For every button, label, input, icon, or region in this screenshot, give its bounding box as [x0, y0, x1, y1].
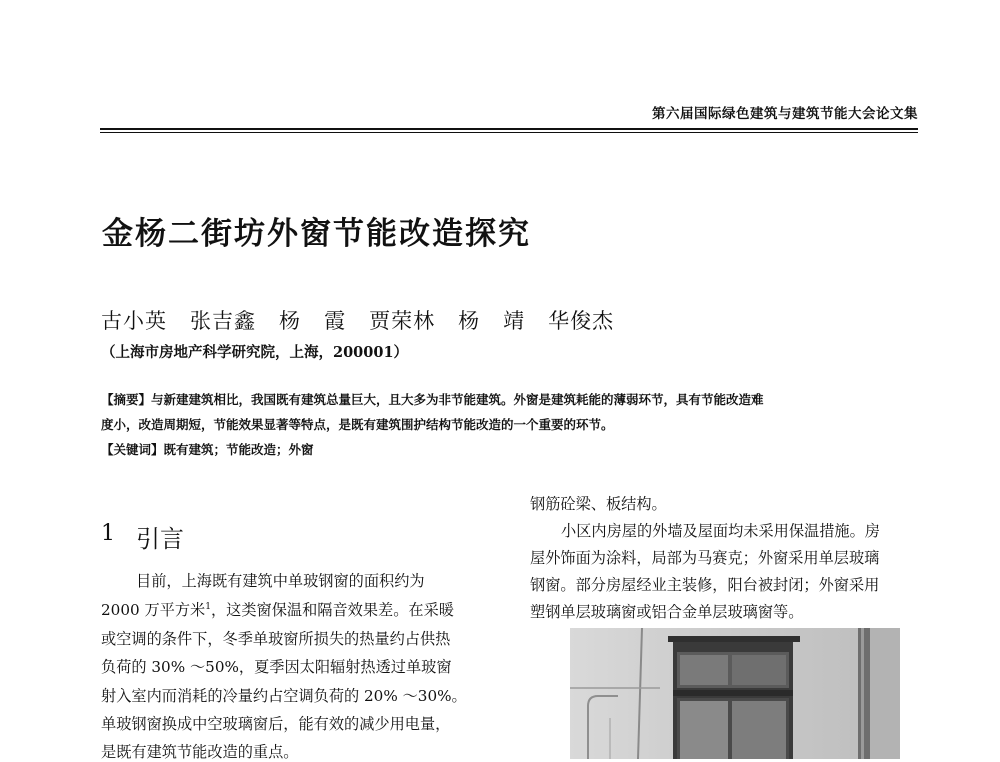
section-title: 引言	[136, 525, 184, 553]
abstract-line-1	[101, 390, 764, 408]
paragraph-line: 或空调的条件下，冬季单玻窗所损失的热量约占供热	[101, 630, 451, 648]
paper-title: 金杨二街坊外窗节能改造探究	[102, 216, 531, 252]
affiliation: （上海市房地产科学研究院，上海，200001）	[101, 344, 409, 361]
paragraph-line: 负荷的 30% ～50%，夏季因太阳辐射热透过单玻窗	[101, 658, 452, 676]
abstract-text-1: 与新建建筑相比，我国既有建筑总量巨大，且大多为非节能建筑。外窗是建筑耗能的薄弱环节，具有节能改造难	[151, 392, 764, 407]
section-number: 1	[101, 521, 115, 546]
keywords-line	[101, 440, 314, 458]
paragraph-line: 是既有建筑节能改造的重点。	[101, 743, 299, 761]
paragraph-line: 塑钢单层玻璃窗或铝合金单层玻璃窗等。	[530, 603, 804, 621]
keywords-text: 既有建筑；节能改造；外窗	[163, 442, 314, 457]
paragraph-line: 钢窗。部分房屋经业主装修，阳台被封闭；外窗采用	[530, 576, 880, 594]
running-head: 第六届国际绿色建筑与建筑节能大会论文集	[652, 106, 918, 122]
abstract-line-2: 度小，改造周期短，节能效果显著等特点，是既有建筑围护结构节能改造的一个重要的环节。	[101, 417, 614, 432]
footnote-marker: 1	[205, 601, 211, 612]
paragraph-line: 目前，上海既有建筑中单玻钢窗的面积约为	[136, 572, 425, 590]
abstract-label: 【摘要】	[101, 392, 152, 407]
building-window-photo	[570, 628, 900, 759]
paragraph-text: ，这类窗保温和隔音效果差。在采暖	[210, 601, 454, 619]
keywords-label: 【关键词】	[101, 442, 164, 457]
paragraph-line: 单玻钢窗换成中空玻璃窗后，能有效的减少用电量，	[101, 715, 451, 733]
header-rule-thin	[100, 132, 918, 133]
header-rule	[100, 128, 918, 130]
paragraph-line: 射入室内而消耗的冷量约占空调负荷的 20% ～30%。	[101, 687, 467, 705]
paragraph-line: 屋外饰面为涂料，局部为马赛克；外窗采用单层玻璃	[530, 549, 880, 567]
paragraph-line	[101, 599, 454, 620]
author-list: 古小英 张吉鑫 杨 霞 贾荣林 杨 靖 华俊杰	[101, 309, 615, 333]
paragraph-line: 小区内房屋的外墙及屋面均未采用保温措施。房	[561, 522, 880, 540]
paragraph-line: 钢筋砼梁、板结构。	[530, 495, 667, 513]
area-value: 2000 万平方米	[101, 601, 206, 619]
